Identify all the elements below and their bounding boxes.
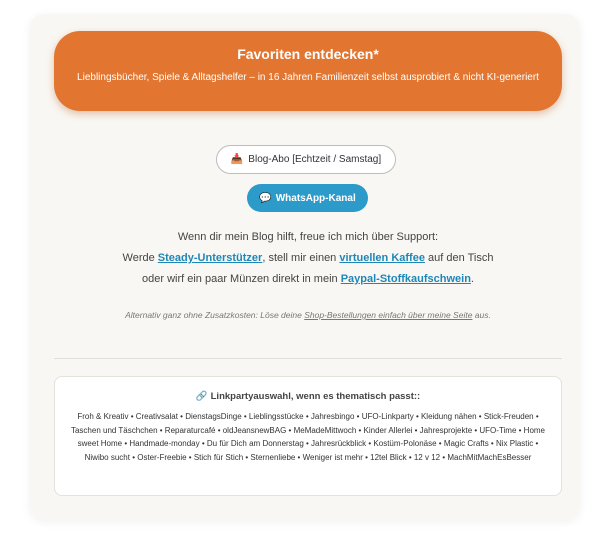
support-text-fragment: . bbox=[470, 273, 474, 285]
linkparty-title-text: Linkpartyauswahl, wenn es thematisch passt:: bbox=[210, 391, 421, 402]
linkparty-box bbox=[54, 376, 562, 496]
blog-abo-label: Blog-Abo [Echtzeit / Samstag] bbox=[248, 154, 382, 165]
shop-orders-link[interactable]: Shop-Bestellungen einfach über meine Seite bbox=[304, 310, 473, 320]
banner-subtitle: Lieblingsbücher, Spiele & Alltagshelfer – in 16 Jahren Familienzeit selbst ausprobiert & nicht KI-generiert bbox=[77, 72, 539, 83]
support-text-fragment: Werde bbox=[122, 252, 158, 264]
banner-title: Favoriten entdecken* bbox=[237, 46, 379, 62]
support-text-fragment: auf den Tisch bbox=[424, 252, 494, 264]
whatsapp-channel-button[interactable] bbox=[247, 184, 368, 212]
favorites-banner[interactable] bbox=[54, 31, 562, 111]
linkparty-title bbox=[55, 391, 561, 402]
link-icon: 🔗 bbox=[195, 391, 208, 402]
alt-note-fragment: Alternativ ganz ohne Zusatzkosten: Löse deine bbox=[125, 310, 305, 320]
inbox-icon: 📥 bbox=[230, 154, 244, 165]
support-card bbox=[30, 14, 580, 520]
alt-note-fragment: aus. bbox=[472, 310, 491, 320]
support-line-1: Wenn dir mein Blog hilft, freue ich mich über Support: bbox=[177, 231, 439, 243]
linkparty-list: Froh & Kreativ • Creativsalat • DienstagsDinge • Lieblingsstücke • Jahresbingo • UFO-Linkparty • Kleidung nähen • Stick-Freuden • Taschen und Täschchen • Reparaturcafé • oldJeansnewBAG • MeMadeMittwoch • Kinder Allerlei • Jahresprojekte • UFO-Time • Home sweet Home • Handmade-monday • Du für Dich am Donnerstag • Jahresrückblick • Kostüm-Polonäse • Magic Crafts • Nix Plastic • Niwibo sucht • Oster-Freebie • Stich für Stich • Sternenliebe • Weniger ist mehr • 12tel Blick • 12 v 12 • MachMitMachEsBesser bbox=[70, 412, 546, 462]
support-line-2 bbox=[54, 248, 562, 269]
support-text bbox=[54, 227, 562, 290]
alternative-note bbox=[54, 310, 562, 320]
steady-link[interactable]: Steady-Unterstützer bbox=[157, 252, 263, 264]
support-line-3 bbox=[54, 269, 562, 290]
whatsapp-label: WhatsApp-Kanal bbox=[275, 192, 356, 204]
support-text-fragment: oder wirf ein paar Münzen direkt in mein bbox=[142, 273, 341, 285]
divider bbox=[54, 358, 562, 359]
chat-bubble-icon: 💬 bbox=[259, 192, 272, 204]
support-text-fragment: , stell mir einen bbox=[262, 252, 340, 264]
blog-abo-button[interactable] bbox=[216, 145, 396, 174]
paypal-link[interactable]: Paypal-Stoffkaufschwein bbox=[340, 273, 471, 285]
kaffee-link[interactable]: virtuellen Kaffee bbox=[339, 252, 425, 264]
